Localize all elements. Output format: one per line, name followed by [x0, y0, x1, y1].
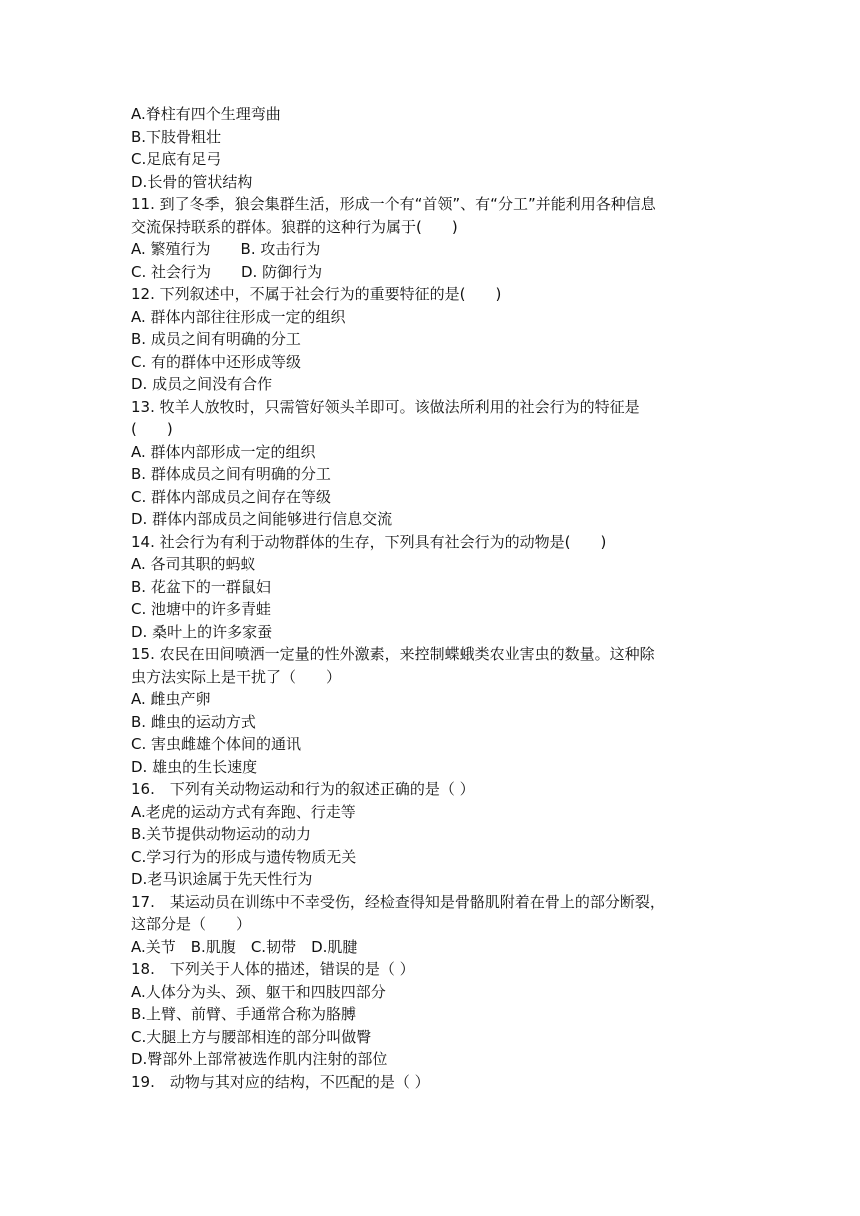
question-15-stem: 15. 农民在田间喷洒一定量的性外激素，来控制蝶蛾类农业害虫的数量。这种除	[131, 645, 655, 663]
question-14-option: C. 池塘中的许多青蛙	[131, 600, 272, 618]
question-13-option: A. 群体内部形成一定的组织	[131, 442, 316, 461]
question-11-options: C. 社会行为 D. 防御行为	[131, 262, 323, 281]
question-12-option: A. 群体内部往往形成一定的组织	[131, 307, 346, 326]
question-13-option: D. 群体内部成员之间能够进行信息交流	[131, 510, 393, 528]
question-11-options: A. 繁殖行为 B. 攻击行为	[131, 240, 321, 258]
question-15-option: A. 雌虫产卵	[131, 690, 211, 708]
question-12-option: C. 有的群体中还形成等级	[131, 352, 302, 371]
question-15-option: D. 雄虫的生长速度	[131, 757, 258, 776]
question-16-option: C.学习行为的形成与遗传物质无关	[131, 847, 357, 866]
document-page	[131, 103, 736, 1093]
question-18-stem: 18. 下列关于人体的描述，错误的是（ ）	[131, 960, 415, 978]
question-16-stem: 16. 下列有关动物运动和行为的叙述正确的是（ ）	[131, 780, 475, 798]
option-line: D.长骨的管状结构	[131, 172, 253, 191]
question-15-option: B. 雌虫的运动方式	[131, 712, 256, 731]
question-12-stem: 12. 下列叙述中，不属于社会行为的重要特征的是( )	[131, 285, 502, 303]
question-13-option: C. 群体内部成员之间存在等级	[131, 487, 332, 506]
question-18-option: A.人体分为头、颈、躯干和四肢四部分	[131, 982, 386, 1001]
question-16-option: A.老虎的运动方式有奔跑、行走等	[131, 802, 356, 821]
question-15-stem: 虫方法实际上是干扰了（ ）	[131, 667, 342, 686]
question-18-option: C.大腿上方与腰部相连的部分叫做臀	[131, 1027, 372, 1046]
question-11-stem: 交流保持联系的群体。狼群的这种行为属于( )	[131, 217, 458, 236]
question-17-stem: 17. 某运动员在训练中不幸受伤，经检查得知是骨骼肌附着在骨上的部分断裂，	[131, 892, 665, 911]
question-14-option: D. 桑叶上的许多家蚕	[131, 622, 273, 641]
question-17-stem: 这部分是（ ）	[131, 915, 252, 933]
option-line: C.足底有足弓	[131, 150, 222, 168]
question-16-option: B.关节提供动物运动的动力	[131, 825, 312, 843]
option-line: A.脊柱有四个生理弯曲	[131, 105, 281, 123]
question-13-stem: ( )	[131, 420, 173, 438]
question-16-option: D.老马识途属于先天性行为	[131, 870, 313, 888]
question-15-option: C. 害虫雌雄个体间的通讯	[131, 735, 302, 753]
question-14-stem: 14. 社会行为有利于动物群体的生存，下列具有社会行为的动物是( )	[131, 532, 607, 551]
option-line: B.下肢骨粗壮	[131, 127, 222, 146]
question-13-stem: 13. 牧羊人放牧时，只需管好领头羊即可。该做法所利用的社会行为的特征是	[131, 397, 640, 416]
question-14-option: B. 花盆下的一群鼠妇	[131, 577, 271, 596]
question-19-stem: 19. 动物与其对应的结构，不匹配的是（ ）	[131, 1072, 430, 1091]
question-18-option: B.上臂、前臂、手通常合称为胳膊	[131, 1005, 357, 1023]
question-12-option: B. 成员之间有明确的分工	[131, 330, 301, 348]
question-11-stem: 11. 到了冬季，狼会集群生活，形成一个有“首领”、有“分工”并能利用各种信息	[131, 195, 656, 213]
question-18-option: D.臀部外上部常被选作肌内注射的部位	[131, 1050, 388, 1068]
question-12-option: D. 成员之间没有合作	[131, 375, 273, 393]
question-17-options: A.关节 B.肌腹 C.韧带 D.肌腱	[131, 937, 358, 956]
question-14-option: A. 各司其职的蚂蚁	[131, 555, 256, 573]
question-13-option: B. 群体成员之间有明确的分工	[131, 465, 331, 483]
